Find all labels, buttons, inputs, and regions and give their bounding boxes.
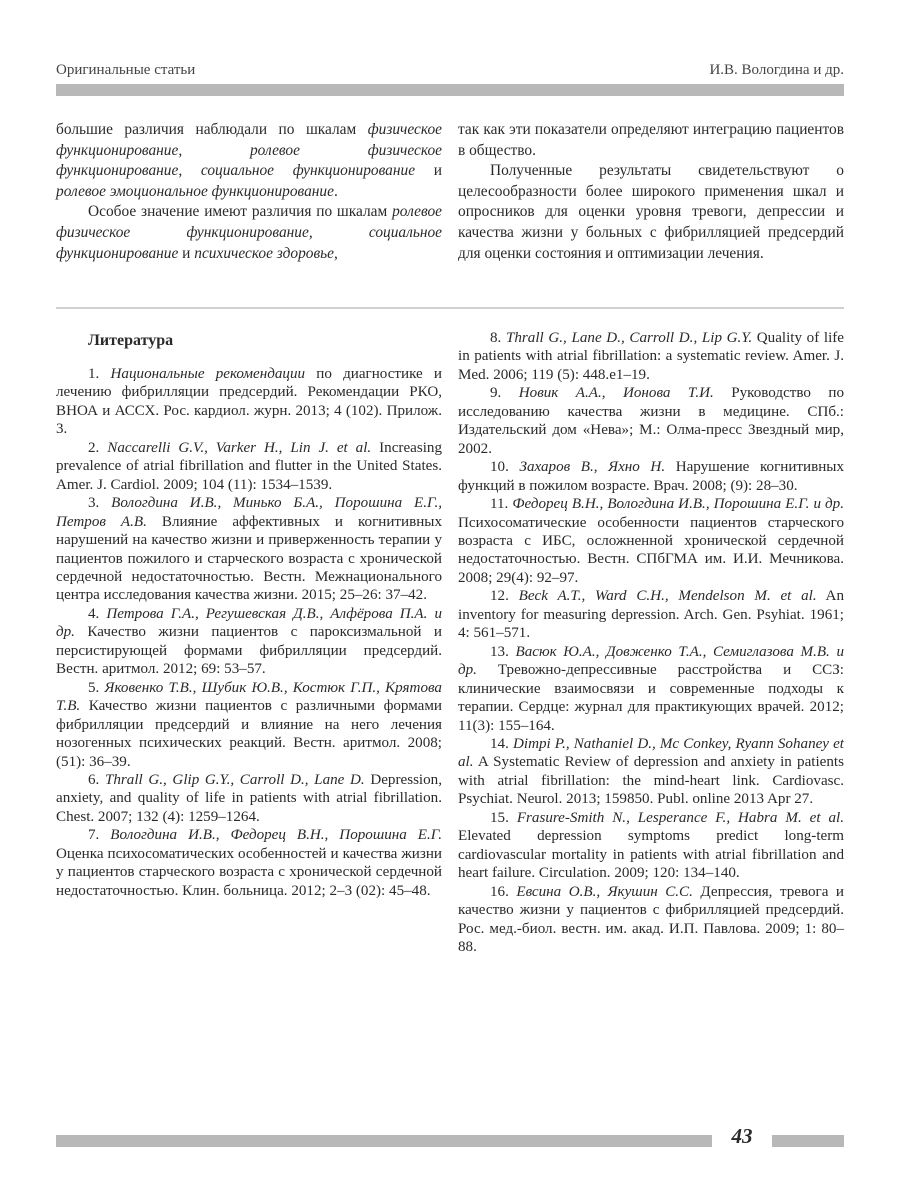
reference-number: 8. [490,330,502,346]
reference-text: Тревожно-депрессивные расстройства и ССЗ: клинические взаимосвязи и современные подходы к терапии. Сердце: журнал для практикующих врачей. 2012; 11(3): 155–164. [458,662,844,734]
reference-authors: Thrall G., Glip G.Y., Carroll D., Lane D. [104,771,365,788]
reference-text: An inventory for measuring depression. Arch. Gen. Psyhiat. 1961; 4: 561–571. [458,588,845,642]
body-text-left-column [56,120,442,264]
reference-number: 13. [490,643,509,660]
text-run: и [415,162,442,180]
reference-text: Elevated depression symptoms predict long-term cardiovascular mortality in patients with atrial fibrillation and heart failure. Circulation. 2009; 120: 134–140. [458,828,844,882]
reference-authors: Beck A.T., Ward C.H., Mendelson M. et al. [518,588,817,605]
text-run: и [178,244,195,262]
footer-bar-end [772,1135,844,1147]
reference-text: Качество жизни пациентов с пароксизмальной и персистирующей формами фибрилляции предсердий. Вестн. аритмол. 2012; 69: 53–57. [56,624,442,678]
reference-number: 15. [490,809,509,826]
reference-item [56,439,442,494]
references-left-column [56,365,442,900]
reference-text: Depression, anxiety, and quality of life in patients with atrial fibrillation. Chest. 2007; 132 (4): 1259–1264. [56,771,442,825]
text-run: . [333,182,338,200]
italic-term: ролевое эмоциональное функционирование [56,182,334,200]
reference-item [458,384,844,458]
reference-authors: Яковенко Т.В., Шубик Ю.В., Костюк Г.П., Крятова Т.В. [56,679,442,715]
reference-item [458,495,844,587]
references-heading: Литература [88,332,174,349]
reference-text: Влияние аффективных и когнитивных нарушений на качество жизни и приверженность терапии у пациентов пожилого и старческого возраста с хронической сердечной недостаточностью. Вестн. Межнационального центра исследования качества жизни. 2015; 25–26: 37–42. [56,513,442,604]
paragraph [458,161,844,264]
footer-bar [56,1135,712,1147]
header-bar [56,84,844,96]
reference-text: Quality of life in patients with atrial fibrillation: a systematic review. Amer. J. Med. 2006; 119 (5): 448.e1–19. [458,330,845,383]
text-run: Особое значение имеют различия по шкалам [88,203,393,221]
reference-text: Increasing prevalence of atrial fibrillation and flutter in the United States. Amer. J. Cardiol. 2009; 104 (11): 1534–1539. [56,439,443,493]
reference-number: 12. [490,588,509,605]
reference-number: 7. [88,827,100,844]
italic-term: ролевое физическое функционирование, социальное функционирование [56,203,442,262]
reference-item [56,494,442,605]
authors-running-title: И.В. Вологдина и др. [709,62,844,78]
reference-text: Руководство по исследованию качества жизни в медицине. СПб.: Издательский дом «Нева»; М.: Олма-пресс Звездный мир, 2002. [458,385,844,457]
italic-term: психическое здоровье [194,244,334,262]
reference-item [56,365,442,439]
text-run: , [334,244,338,262]
reference-item [458,735,844,809]
reference-authors: Евсина О.В., Якушин С.С. [516,883,693,900]
reference-authors: Frasure-Smith N., Lesperance F., Habra M. et al. [516,809,844,826]
references-right-column [458,329,844,956]
reference-text: Депрессия, тревога и качество жизни у пациентов с фибрилляцией предсердий. Рос. мед.-биол. вестн. им. акад. И.П. Павлова. 2009; 1: 80–88. [458,883,844,955]
text-run: Полученные результаты свидетельствуют о целесообразности более широкого применения шкал и опросников для оценки уровня тревоги, депрессии и качества жизни у больных с фибрилляцией предсердий для оценки состояния и оптимизации лечения. [458,162,844,262]
reference-number: 10. [490,459,509,476]
paragraph [458,120,844,161]
reference-item [56,679,442,771]
paragraph [56,120,442,202]
reference-item [458,809,844,883]
reference-number: 16. [490,883,509,900]
reference-text: Оценка психосоматических особенностей и качества жизни у пациентов старческого возраста с хронической сердечной недостаточностью. Клин. больница. 2012; 2–3 (02): 45–48. [56,845,442,899]
reference-number: 6. [88,771,100,788]
reference-number: 11. [490,496,509,513]
reference-item [458,329,844,384]
reference-text: Психосоматические особенности пациентов старческого возраста с ИБС, осложненной хронической сердечной недостаточностью. Вестн. СПбГМА им. И.И. Мечникова. 2008; 29(4): 92–97. [458,514,844,586]
reference-authors: Захаров В., Яхно Н. [519,459,666,476]
reference-authors: Петрова Г.А., Регушевская Д.В., Алфёрова П.А. и др. [56,605,442,641]
reference-number: 2. [88,439,100,456]
reference-text: по диагностике и лечению фибрилляции предсердий. Рекомендации РКО, ВНОА и АССХ. Рос. кардиол. журн. 2013; 4 (102). Прилож. 3. [56,366,443,438]
reference-authors: Вологдина И.В., Федорец В.Н., Порошина Е.Г. [110,827,442,844]
reference-authors: Национальные рекомендации [110,366,306,382]
reference-number: 9. [490,385,502,402]
reference-authors: Dimpi P., Nathaniel D., Mc Conkey, Ryann Sohaney et al. [458,735,844,771]
reference-number: 5. [88,679,100,696]
reference-item [458,883,844,957]
reference-authors: Новик А.А., Ионова Т.И. [518,385,714,402]
reference-number: 14. [490,735,509,752]
reference-authors: Thrall G., Lane D., Carroll D., Lip G.Y. [505,330,753,346]
reference-authors: Naccarelli G.V., Varker H., Lin J. et al. [107,439,372,456]
text-run: большие различия наблюдали по шкалам [56,121,368,138]
reference-item [458,643,844,735]
reference-number: 3. [88,495,100,512]
reference-number: 1. [88,366,100,382]
reference-number: 4. [88,605,100,622]
reference-item [56,605,442,679]
reference-text: Качество жизни пациентов с различными формами фибрилляции предсердий и влияние на него лечения нозогенных психических реакций. Вестн. аритмол. 2008; (51): 36–39. [56,698,442,770]
section-divider [56,307,844,309]
reference-authors: Федорец В.Н., Вологдина И.В., Порошина Е.Г. и др. [512,496,844,513]
page-number: 43 [731,1124,753,1148]
text-run: так как эти показатели определяют интеграцию пациентов в общество. [458,121,844,159]
reference-text: Нарушение когнитивных функций в пожилом возрасте. Врач. 2008; (9): 28–30. [458,459,844,494]
reference-item [56,826,442,900]
reference-text: A Systematic Review of depression and anxiety in patients with atrial fibrillation: the mind-heart link. Cardiovasc. Psychiat. Neurol. 2013; 159850. Publ. online 2013 Apr 27. [458,754,844,808]
italic-term: физическое функционирование, ролевое физическое функционирование, социальное функционирование [56,121,442,180]
section-title: Оригинальные статьи [56,62,196,78]
reference-authors: Вологдина И.В., Минько Б.А., Порошина Е.Г., Петров А.В. [56,495,442,530]
reference-authors: Васюк Ю.А., Довженко Т.А., Семиглазова М.В. и др. [458,643,844,679]
paragraph [56,202,442,264]
reference-item [56,771,442,826]
body-text-right-column [458,120,844,264]
reference-item [458,458,844,495]
reference-item [458,587,844,642]
